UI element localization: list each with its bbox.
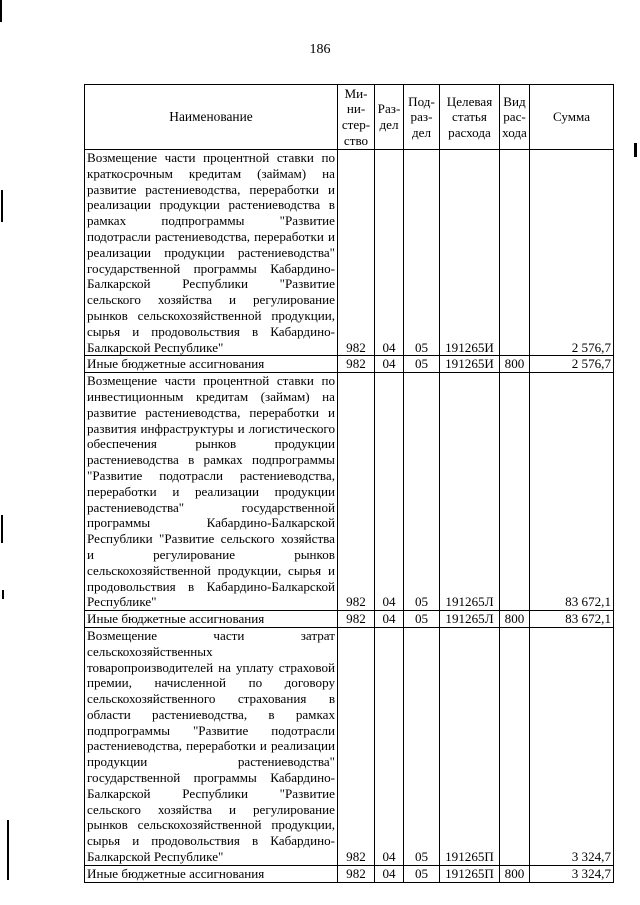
row-ministry: 982 [338,373,375,611]
row-target: 191265Л [440,373,500,611]
scan-margin-mark-top [0,0,2,22]
scan-margin-mark-left-2 [1,515,3,543]
table-row [85,611,614,628]
scan-margin-mark-left-4 [7,820,9,880]
row-target: 191265И [440,150,500,356]
row-sum: 83 672,1 [530,611,614,628]
row-subsection: 05 [404,150,440,356]
header-sum: Сумма [530,85,614,150]
scan-margin-mark-right [634,143,637,157]
scan-margin-mark-left-3 [2,590,4,599]
row-subsection: 05 [404,356,440,373]
row-target: 191265П [440,865,500,882]
row-target: 191265И [440,356,500,373]
header-ministry: Ми- ни- стер- ство [338,85,375,150]
row-section: 04 [375,150,404,356]
row-ministry: 982 [338,865,375,882]
table-row [85,627,614,865]
row-expense-type: 800 [500,865,530,882]
table-row [85,373,614,611]
header-target: Целевая статья расхода [440,85,500,150]
table-row [85,356,614,373]
row-ministry: 982 [338,627,375,865]
row-subsection: 05 [404,627,440,865]
row-section: 04 [375,611,404,628]
row-expense-type [500,373,530,611]
row-section: 04 [375,865,404,882]
row-ministry: 982 [338,611,375,628]
row-section: 04 [375,627,404,865]
row-target: 191265П [440,627,500,865]
row-name: Иные бюджетные ассигнования [85,865,338,882]
page-number: 186 [309,42,331,57]
row-name: Возмещение части процентной ставки по краткосрочным кредитам (займам) на развитие растениеводства, переработки и реализации продукции растениеводства в рамках подпрограммы "Развитие подотрасли растениеводства, переработки и реализации продукции растениеводства" государственной программы Кабардино-Балкарской Республики "Развитие сельского хозяйства и регулирование рынков сельскохозяйственной продукции, сырья и продовольствия в Кабардино-Балкарской Республике" [85,150,338,356]
row-expense-type [500,627,530,865]
row-name: Возмещение части процентной ставки по инвестиционным кредитам (займам) на развитие растениеводства, переработки и развития инфраструктуры и логистического обеспечения рынков продукции растениеводства в рамках подпрограммы "Развитие подотрасли растениеводства, переработки и реализации продукции растениеводства" государственной программы Кабардино-Балкарской Республики "Развитие сельского хозяйства и регулирование рынков сельскохозяйственной продукции, сырья и продовольствия в Кабардино-Балкарской Республике" [85,373,338,611]
row-expense-type: 800 [500,356,530,373]
table-header-row [85,85,614,150]
row-ministry: 982 [338,356,375,373]
header-name: Наименование [85,85,338,150]
row-subsection: 05 [404,611,440,628]
scan-margin-mark-left-1 [1,190,3,222]
row-name: Иные бюджетные ассигнования [85,356,338,373]
header-section: Раз- дел [375,85,404,150]
table-row [85,150,614,356]
row-name: Иные бюджетные ассигнования [85,611,338,628]
row-sum: 3 324,7 [530,627,614,865]
header-expense-type: Вид рас- хода [500,85,530,150]
row-ministry: 982 [338,150,375,356]
table-row [85,865,614,882]
row-subsection: 05 [404,865,440,882]
row-name: Возмещение части затрат сельскохозяйственных товаропроизводителей на уплату страховой премии, начисленной по договору сельскохозяйственного страхования в области растениеводства, в рамках подпрограммы "Развитие подотрасли растениеводства, переработки и реализации продукции растениеводства" государственной программы Кабардино-Балкарской Республики "Развитие сельского хозяйства и регулирование рынков сельскохозяйственной продукции, сырья и продовольствия в Кабардино-Балкарской Республике" [85,627,338,865]
budget-table [84,84,614,883]
row-section: 04 [375,373,404,611]
row-sum: 2 576,7 [530,150,614,356]
header-subsection: Под- раз- дел [404,85,440,150]
row-sum: 2 576,7 [530,356,614,373]
row-target: 191265Л [440,611,500,628]
row-sum: 83 672,1 [530,373,614,611]
row-section: 04 [375,356,404,373]
row-expense-type: 800 [500,611,530,628]
row-subsection: 05 [404,373,440,611]
row-sum: 3 324,7 [530,865,614,882]
row-expense-type [500,150,530,356]
